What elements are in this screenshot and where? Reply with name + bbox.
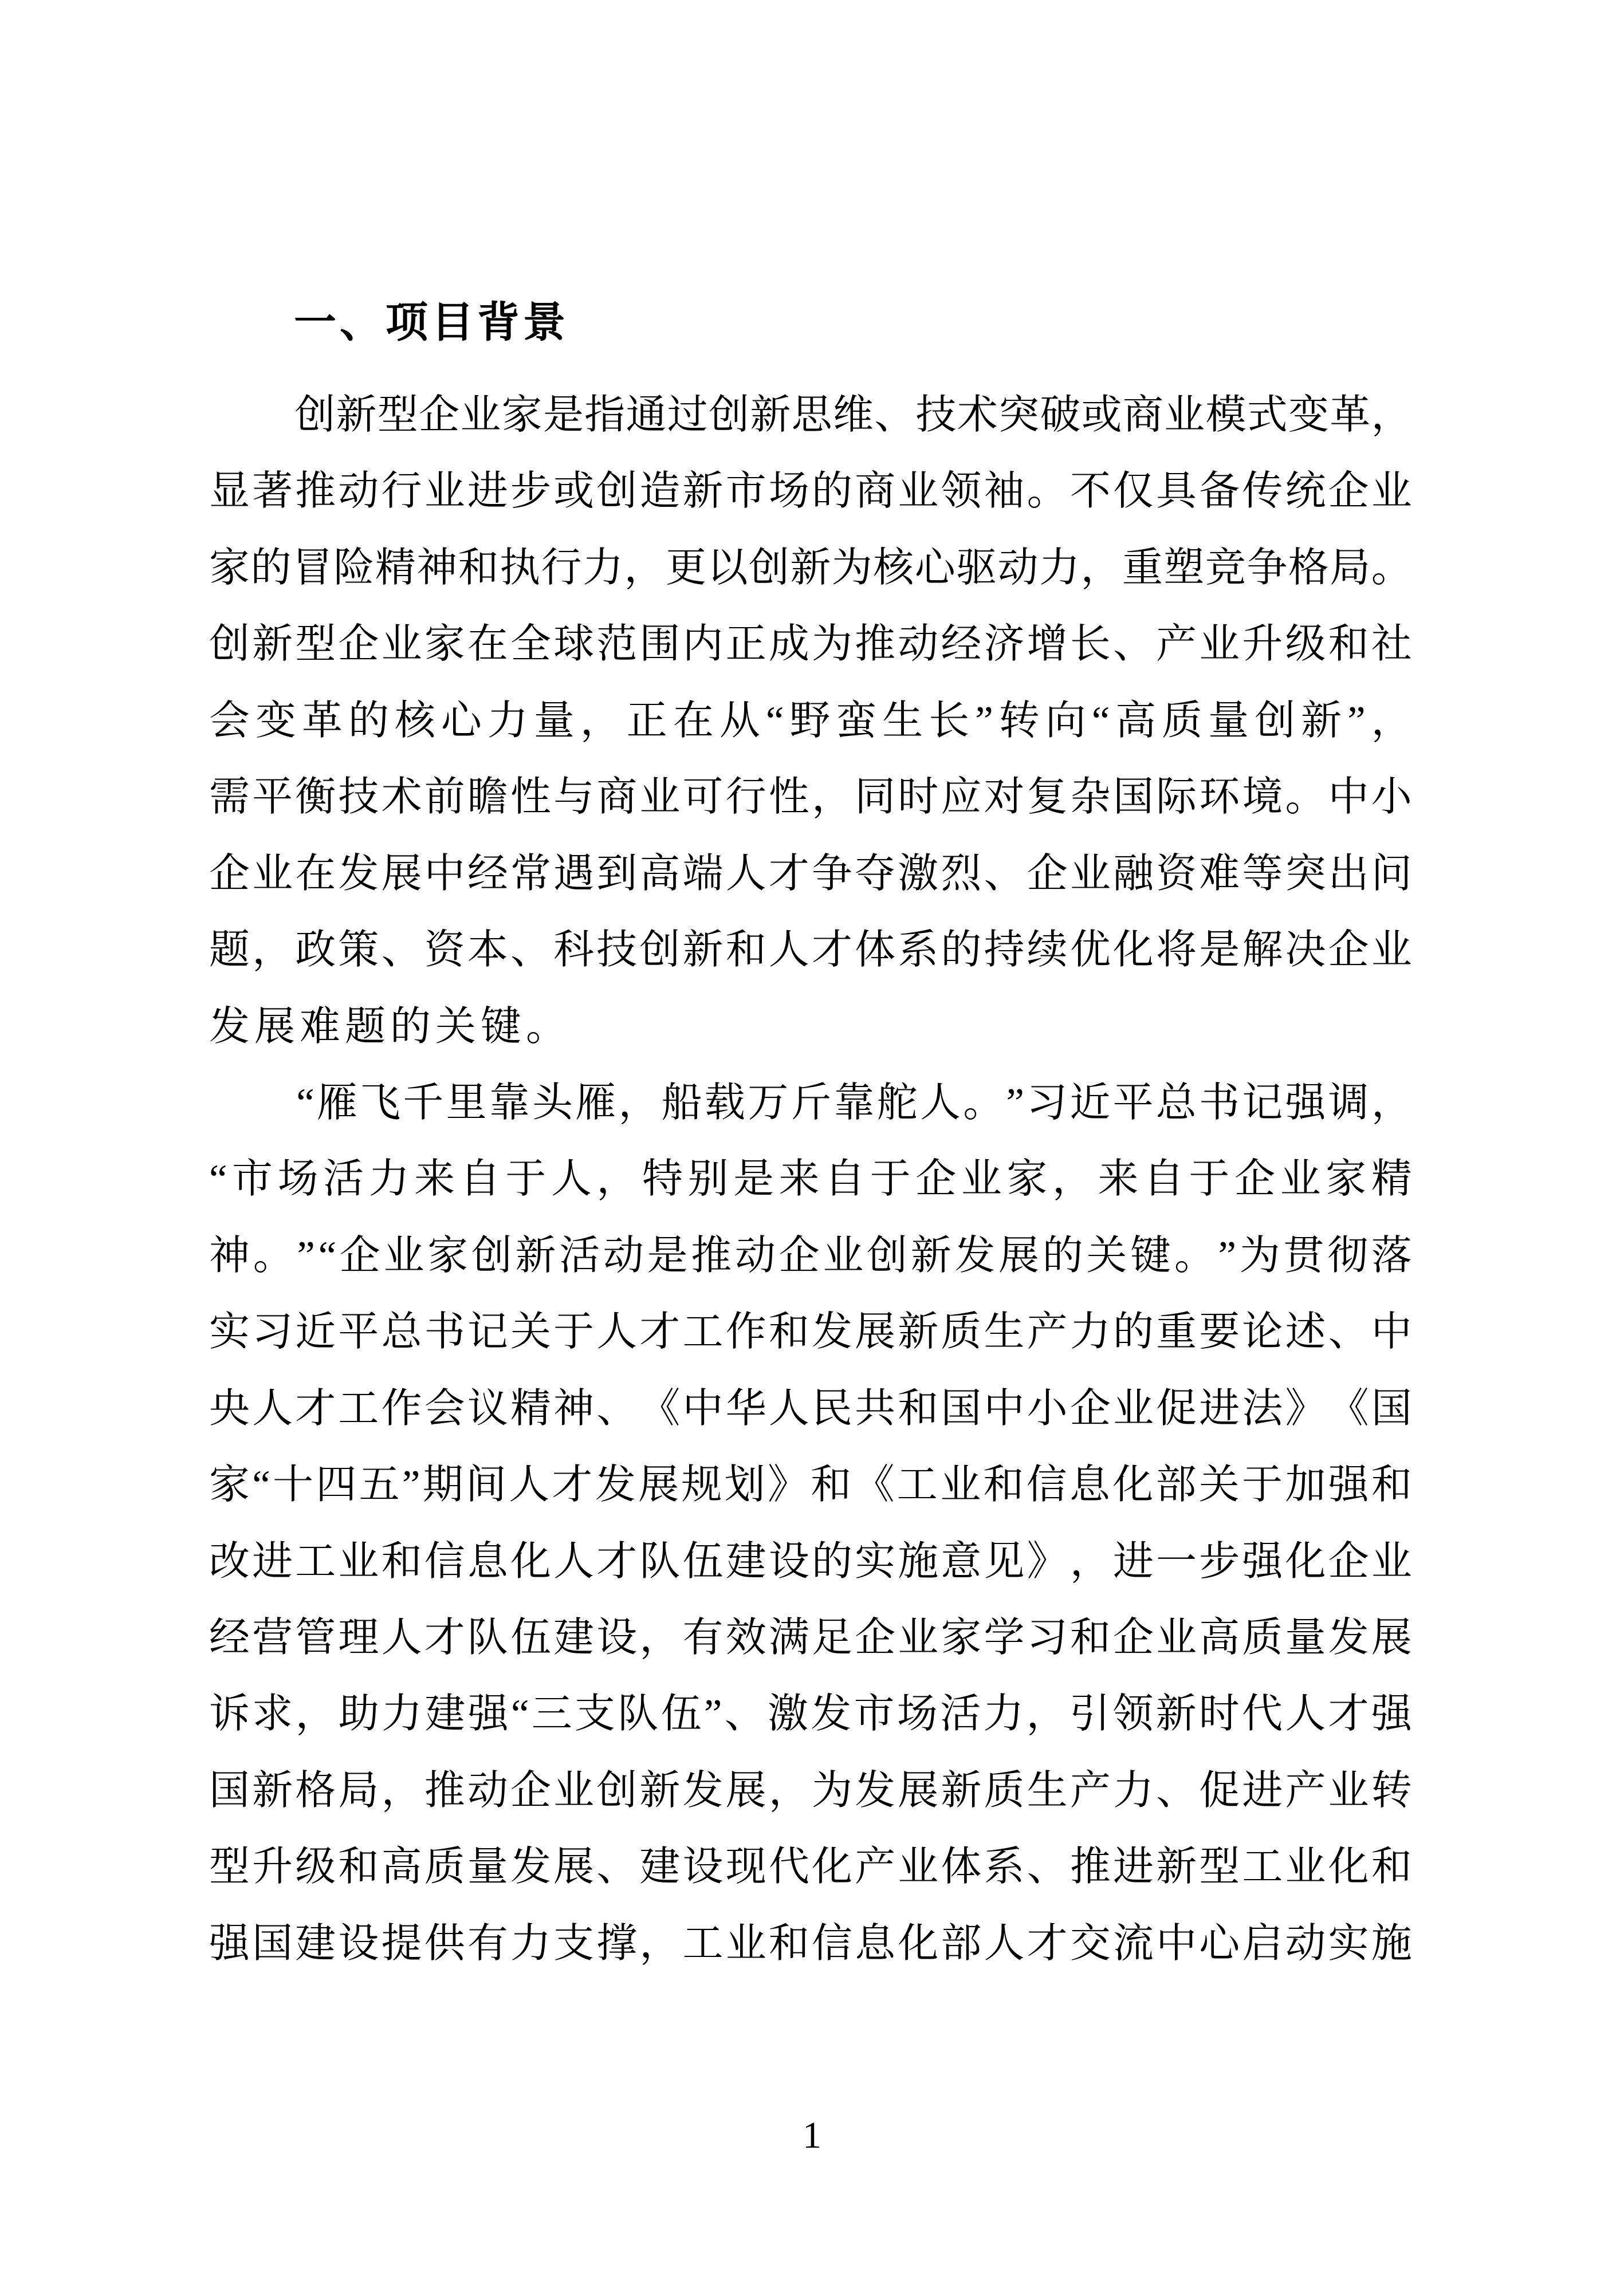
text-line: 国 新 格 局 ， 推 动 企 业 创 新 发 展 ， 为 发 展 新 质 生 产 力 、 促 进 产 业 转: [209, 1768, 1412, 1813]
section-heading: 一、项目背景: [294, 298, 569, 346]
text-line: 改 进 工 业 和 信 息 化 人 才 队 伍 建 设 的 实 施 意 见 》 ， 进 一 步 强 化 企 业: [209, 1539, 1412, 1584]
text-line: 需 平 衡 技 术 前 瞻 性 与 商 业 可 行 性 ， 同 时 应 对 复 杂 国 际 环 境 。 中 小: [209, 775, 1412, 820]
body-text: [209, 377, 1412, 1982]
text-line: 企 业 在 发 展 中 经 常 遇 到 高 端 人 才 争 夺 激 烈 、 企 业 融 资 难 等 突 出 问: [209, 851, 1412, 896]
page-number: 1: [803, 2114, 821, 2156]
text-line: 家 “ 十 四 五 ” 期 间 人 才 发 展 规 划 》 和 《 工 业 和 信 息 化 部 关 于 加 强 和: [209, 1463, 1412, 1508]
text-line: “ 雁 飞 千 里 靠 头 雁 ， 船 载 万 斤 靠 舵 人 。 ” 习 近 平 总 书 记 强 调 ，: [296, 1080, 1412, 1125]
text-line: 会 变 革 的 核 心 力 量 ， 正 在 从 “ 野 蛮 生 长 ” 转 向 “ 高 质 量 创 新 ” ，: [209, 698, 1412, 743]
text-line: 创 新 型 企 业 家 是 指 通 过 创 新 思 维 、 技 术 突 破 或 商 业 模 式 变 革 ，: [294, 393, 1412, 438]
text-line: 诉 求 ， 助 力 建 强 “ 三 支 队 伍 ” 、 激 发 市 场 活 力 ， 引 领 新 时 代 人 才 强: [209, 1692, 1412, 1737]
text-line: 央 人 才 工 作 会 议 精 神 、 《 中 华 人 民 共 和 国 中 小 企 业 促 进 法 》 《 国: [209, 1386, 1412, 1431]
text-line: 显 著 推 动 行 业 进 步 或 创 造 新 市 场 的 商 业 领 袖 。 不 仅 具 备 传 统 企 业: [209, 469, 1412, 514]
text-line: “ 市 场 活 力 来 自 于 人 ， 特 别 是 来 自 于 企 业 家 ， 来 自 于 企 业 家 精: [209, 1157, 1412, 1202]
text-line: 发展难题的关键。: [209, 1004, 572, 1049]
text-line: 强 国 建 设 提 供 有 力 支 撑 ， 工 业 和 信 息 化 部 人 才 交 流 中 心 启 动 实 施: [209, 1921, 1412, 1966]
text-line: 家 的 冒 险 精 神 和 执 行 力 ， 更 以 创 新 为 核 心 驱 动 力 ， 重 塑 竞 争 格 局 。: [209, 545, 1412, 590]
text-line: 型 升 级 和 高 质 量 发 展 、 建 设 现 代 化 产 业 体 系 、 推 进 新 型 工 业 化 和: [209, 1845, 1412, 1890]
text-line: 经 营 管 理 人 才 队 伍 建 设 ， 有 效 满 足 企 业 家 学 习 和 企 业 高 质 量 发 展: [209, 1616, 1412, 1660]
text-line: 题 ， 政 策 、 资 本 、 科 技 创 新 和 人 才 体 系 的 持 续 优 化 将 是 解 决 企 业: [209, 928, 1412, 973]
text-line: 创 新 型 企 业 家 在 全 球 范 围 内 正 成 为 推 动 经 济 增 长 、 产 业 升 级 和 社: [209, 622, 1412, 667]
text-line: 神 。 ” “ 企 业 家 创 新 活 动 是 推 动 企 业 创 新 发 展 的 关 键 。 ” 为 贯 彻 落: [209, 1233, 1412, 1278]
text-line: 实 习 近 平 总 书 记 关 于 人 才 工 作 和 发 展 新 质 生 产 力 的 重 要 论 述 、 中: [209, 1310, 1412, 1355]
